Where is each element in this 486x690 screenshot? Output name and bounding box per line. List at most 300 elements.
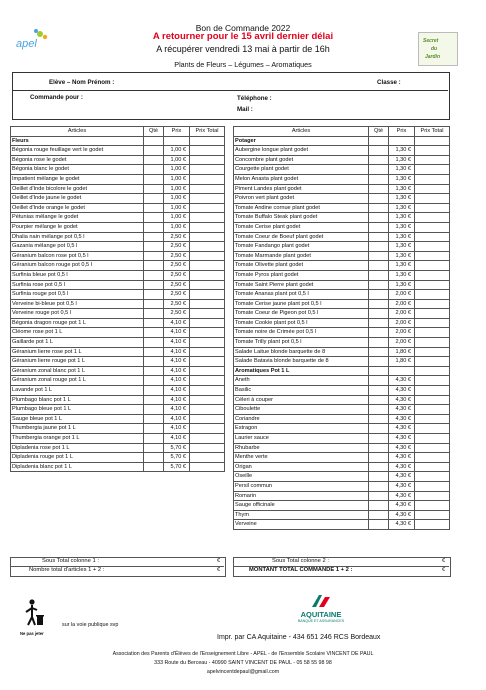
- table-row: [11, 414, 225, 424]
- item-name: Géranium lierre rouge pot 1 L: [11, 357, 144, 367]
- item-name: Géranium zonal blanc pot 1 L: [11, 366, 144, 376]
- item-price: 4,30 €: [389, 481, 415, 491]
- item-name: Géranium balcon rose pot 0,5 l: [11, 251, 144, 261]
- col-prix-total: Prix Total: [190, 127, 225, 137]
- item-name: Tomate Cookie plant pot 0,5 l: [234, 318, 369, 328]
- total-cell[interactable]: [190, 146, 225, 156]
- qty-cell[interactable]: [144, 405, 164, 415]
- subtotal-2-value[interactable]: €: [442, 558, 446, 564]
- qty-cell[interactable]: [369, 395, 389, 405]
- qty-cell[interactable]: [369, 357, 389, 367]
- table-row: [11, 328, 225, 338]
- total-cell[interactable]: [190, 194, 225, 204]
- table-row: [11, 443, 225, 453]
- total-cell[interactable]: [415, 338, 450, 348]
- total-cell[interactable]: [190, 184, 225, 194]
- table-row: [234, 299, 450, 309]
- total-cell[interactable]: [415, 347, 450, 357]
- item-name: Concombre plant godet: [234, 155, 369, 165]
- item-price: 2,50 €: [164, 280, 190, 290]
- table-row: [234, 222, 450, 232]
- item-price: 1,30 €: [389, 165, 415, 175]
- qty-cell[interactable]: [144, 376, 164, 386]
- qty-cell[interactable]: [369, 222, 389, 232]
- qty-cell[interactable]: [144, 213, 164, 223]
- total-cell[interactable]: [190, 453, 225, 463]
- item-name: Tomate Coeur de Pigeon pot 0,5 l: [234, 309, 369, 319]
- qty-cell[interactable]: [369, 338, 389, 348]
- qty-cell[interactable]: [369, 366, 389, 376]
- total-cell[interactable]: [415, 501, 450, 511]
- total-cell[interactable]: [415, 174, 450, 184]
- table-row: [11, 270, 225, 280]
- total-cell[interactable]: [415, 481, 450, 491]
- public-way-text: sur la voie publique svp: [62, 622, 119, 628]
- qty-cell[interactable]: [369, 165, 389, 175]
- table-row: [11, 309, 225, 319]
- item-name: Géranium balcon rouge pot 0,5 l: [11, 261, 144, 271]
- total-cell[interactable]: [415, 213, 450, 223]
- total-cell[interactable]: [190, 395, 225, 405]
- item-price: 2,50 €: [164, 232, 190, 242]
- flowers-order-table: [10, 126, 225, 472]
- total-cell[interactable]: [190, 232, 225, 242]
- vegetables-herbs-order-table: [233, 126, 450, 530]
- item-price: 1,30 €: [389, 184, 415, 194]
- item-name: Géranium lierre rose pot 1 L: [11, 347, 144, 357]
- qty-cell[interactable]: [144, 424, 164, 434]
- total-cell[interactable]: [415, 443, 450, 453]
- table-row: [234, 280, 450, 290]
- item-name: Coriandre: [234, 414, 369, 424]
- item-price: 1,30 €: [389, 280, 415, 290]
- table-row: [11, 347, 225, 357]
- table-row: [234, 434, 450, 444]
- item-price: 1,30 €: [389, 270, 415, 280]
- item-price: 2,50 €: [164, 242, 190, 252]
- qty-cell[interactable]: [369, 481, 389, 491]
- qty-cell[interactable]: [369, 194, 389, 204]
- total-cell[interactable]: [415, 165, 450, 175]
- total-cell[interactable]: [415, 155, 450, 165]
- item-price: 2,00 €: [389, 328, 415, 338]
- item-name: Tomate Trilly plant pot 0,5 l: [234, 338, 369, 348]
- qty-cell[interactable]: [144, 443, 164, 453]
- qty-cell[interactable]: [144, 270, 164, 280]
- total-cell[interactable]: [190, 443, 225, 453]
- item-price: 1,30 €: [389, 222, 415, 232]
- item-name: Poivron vert plant godet: [234, 194, 369, 204]
- qty-cell[interactable]: [369, 270, 389, 280]
- item-name: Aubergine longue plant godet: [234, 146, 369, 156]
- qty-cell[interactable]: [144, 395, 164, 405]
- table-row: [11, 203, 225, 213]
- qty-cell[interactable]: [144, 155, 164, 165]
- item-name: Bégonia rose le godet: [11, 155, 144, 165]
- table-row: [11, 194, 225, 204]
- qty-cell[interactable]: [369, 213, 389, 223]
- qty-cell[interactable]: [369, 251, 389, 261]
- table-row: [11, 280, 225, 290]
- total-cell[interactable]: [415, 491, 450, 501]
- qty-cell[interactable]: [369, 261, 389, 271]
- total-cell[interactable]: [190, 462, 225, 472]
- qty-cell[interactable]: [369, 386, 389, 396]
- qty-cell[interactable]: [369, 501, 389, 511]
- table-row: [234, 386, 450, 396]
- item-price: 1,00 €: [164, 213, 190, 223]
- qty-cell[interactable]: [144, 357, 164, 367]
- total-cell[interactable]: [415, 136, 450, 146]
- qty-cell[interactable]: [144, 232, 164, 242]
- telephone-label: Téléphone :: [237, 95, 272, 102]
- article-count-value[interactable]: €: [217, 567, 221, 573]
- item-name: Dipladenia rose pot 1 L: [11, 443, 144, 453]
- qty-cell[interactable]: [144, 194, 164, 204]
- qty-cell[interactable]: [369, 290, 389, 300]
- total-cell[interactable]: [415, 270, 450, 280]
- total-cell[interactable]: [190, 290, 225, 300]
- table-row: [234, 395, 450, 405]
- item-name: Sauge bleue pot 1 L: [11, 414, 144, 424]
- item-price: 2,50 €: [164, 261, 190, 271]
- qty-cell[interactable]: [369, 174, 389, 184]
- item-name: Pétunias mélange le godet: [11, 213, 144, 223]
- qty-cell[interactable]: [144, 453, 164, 463]
- table-row: [11, 213, 225, 223]
- item-price: 4,30 €: [389, 376, 415, 386]
- item-name: Romarin: [234, 491, 369, 501]
- table-row: [11, 174, 225, 184]
- item-name: Tomate Saint Pierre plant godet: [234, 280, 369, 290]
- total-cell[interactable]: [415, 520, 450, 530]
- total-cell[interactable]: [190, 251, 225, 261]
- qty-cell[interactable]: [144, 203, 164, 213]
- table-row: [11, 424, 225, 434]
- total-cell[interactable]: [415, 357, 450, 367]
- total-cell[interactable]: [190, 280, 225, 290]
- email-line: apelvincentdepaul@gmail.com: [206, 669, 280, 675]
- qty-cell[interactable]: [369, 318, 389, 328]
- table-row: [234, 213, 450, 223]
- qty-cell[interactable]: [369, 242, 389, 252]
- item-price: 4,10 €: [164, 357, 190, 367]
- qty-cell[interactable]: [144, 146, 164, 156]
- grand-total-value[interactable]: €: [442, 567, 446, 573]
- total-cell[interactable]: [415, 299, 450, 309]
- qty-cell[interactable]: [144, 414, 164, 424]
- total-cell[interactable]: [415, 242, 450, 252]
- table-row: [11, 165, 225, 175]
- qty-cell[interactable]: [369, 405, 389, 415]
- qty-cell[interactable]: [369, 443, 389, 453]
- qty-cell[interactable]: [369, 414, 389, 424]
- total-cell[interactable]: [415, 462, 450, 472]
- qty-cell[interactable]: [369, 136, 389, 146]
- qty-cell[interactable]: [144, 318, 164, 328]
- total-cell[interactable]: [415, 251, 450, 261]
- item-name: Ciboulette: [234, 405, 369, 415]
- item-price: 1,00 €: [164, 155, 190, 165]
- table-row: [234, 357, 450, 367]
- total-cell[interactable]: [190, 155, 225, 165]
- table-row: [234, 462, 450, 472]
- total-cell[interactable]: [190, 328, 225, 338]
- total-cell[interactable]: [190, 242, 225, 252]
- qty-cell[interactable]: [144, 136, 164, 146]
- qty-cell[interactable]: [369, 453, 389, 463]
- total-cell[interactable]: [190, 203, 225, 213]
- total-cell[interactable]: [415, 280, 450, 290]
- total-cell[interactable]: [415, 424, 450, 434]
- qty-cell[interactable]: [369, 376, 389, 386]
- total-cell[interactable]: [415, 232, 450, 242]
- table-row: [11, 222, 225, 232]
- item-price: 4,30 €: [389, 453, 415, 463]
- total-cell[interactable]: [190, 270, 225, 280]
- item-price: 4,30 €: [389, 405, 415, 415]
- qty-cell[interactable]: [144, 309, 164, 319]
- item-price: 4,10 €: [164, 424, 190, 434]
- total-cell[interactable]: [415, 386, 450, 396]
- total-cell[interactable]: [415, 184, 450, 194]
- item-name: Surfinia rouge pot 0,5 l: [11, 290, 144, 300]
- qty-cell[interactable]: [144, 462, 164, 472]
- item-price: 4,10 €: [164, 366, 190, 376]
- total-cell[interactable]: [415, 309, 450, 319]
- total-cell[interactable]: [415, 290, 450, 300]
- qty-cell[interactable]: [369, 491, 389, 501]
- qty-cell[interactable]: [144, 261, 164, 271]
- qty-cell[interactable]: [369, 232, 389, 242]
- item-price: 5,70 €: [164, 453, 190, 463]
- qty-cell[interactable]: [369, 328, 389, 338]
- table-row: [11, 453, 225, 463]
- qty-cell[interactable]: [144, 222, 164, 232]
- item-name: Surfinia rose pot 0,5 l: [11, 280, 144, 290]
- total-cell[interactable]: [190, 136, 225, 146]
- item-price: 1,00 €: [164, 203, 190, 213]
- item-price: 1,00 €: [164, 194, 190, 204]
- item-price: 4,10 €: [164, 328, 190, 338]
- total-cell[interactable]: [415, 328, 450, 338]
- total-cell[interactable]: [190, 165, 225, 175]
- table-row: [11, 395, 225, 405]
- total-cell[interactable]: [415, 222, 450, 232]
- total-cell[interactable]: [415, 405, 450, 415]
- item-price: 4,30 €: [389, 424, 415, 434]
- qty-cell[interactable]: [369, 520, 389, 530]
- qty-cell[interactable]: [144, 338, 164, 348]
- total-cell[interactable]: [190, 434, 225, 444]
- item-name: Tomate Fandango plant godet: [234, 242, 369, 252]
- total-cell[interactable]: [190, 386, 225, 396]
- item-name: Gaillarde pot 1 L: [11, 338, 144, 348]
- printed-by: Impr. par CA Aquitaine - 434 651 246 RCS Bordeaux: [217, 634, 381, 641]
- qty-cell[interactable]: [369, 299, 389, 309]
- total-cell[interactable]: [415, 472, 450, 482]
- qty-cell[interactable]: [144, 165, 164, 175]
- item-name: Salade Laitue blonde barquette de 8: [234, 347, 369, 357]
- table-row: [11, 242, 225, 252]
- deadline-notice: A retourner pour le 15 avril dernier délai: [152, 31, 334, 42]
- total-cell[interactable]: [415, 395, 450, 405]
- qty-cell[interactable]: [369, 309, 389, 319]
- qty-cell[interactable]: [144, 299, 164, 309]
- item-price: 2,00 €: [389, 338, 415, 348]
- qty-cell[interactable]: [144, 386, 164, 396]
- qty-cell[interactable]: [144, 347, 164, 357]
- eleve-label: Elève – Nom Prénom :: [49, 79, 115, 86]
- item-name: Sauge officinale: [234, 501, 369, 511]
- item-name: Bégonia rouge feuillage vert le godet: [11, 146, 144, 156]
- total-cell[interactable]: [190, 424, 225, 434]
- item-price: 1,80 €: [389, 357, 415, 367]
- item-name: Tomate Andine cornue plant godet: [234, 203, 369, 213]
- item-price: 2,50 €: [164, 251, 190, 261]
- qty-cell[interactable]: [369, 347, 389, 357]
- item-name: Dipladenia blanc pot 1 L: [11, 462, 144, 472]
- category-potager: Potager: [234, 136, 369, 146]
- total-cell[interactable]: [190, 213, 225, 223]
- total-cell[interactable]: [415, 318, 450, 328]
- mail-label: Mail :: [237, 106, 253, 113]
- total-cell[interactable]: [190, 347, 225, 357]
- total-cell[interactable]: [415, 366, 450, 376]
- qty-cell[interactable]: [144, 290, 164, 300]
- classe-label: Classe :: [377, 79, 401, 86]
- item-price: 2,00 €: [389, 299, 415, 309]
- total-cell[interactable]: [415, 453, 450, 463]
- total-cell[interactable]: [190, 376, 225, 386]
- table-row: [11, 261, 225, 271]
- total-cell[interactable]: [190, 174, 225, 184]
- table-row: [11, 155, 225, 165]
- item-name: Verveine rouge pot 0,5 l: [11, 309, 144, 319]
- total-cell[interactable]: [190, 414, 225, 424]
- total-cell[interactable]: [190, 366, 225, 376]
- item-name: Salade Batavia blonde barquette de 8: [234, 357, 369, 367]
- col-prix: Prix: [389, 127, 415, 137]
- table-row: [11, 376, 225, 386]
- qty-cell[interactable]: [369, 434, 389, 444]
- total-cell[interactable]: [415, 414, 450, 424]
- commande-label: Commande pour :: [30, 94, 83, 101]
- qty-cell[interactable]: [369, 462, 389, 472]
- item-name: Tomate Cerise jaune plant pot 0,5 l: [234, 299, 369, 309]
- item-name: Plumbago blanc pot 1 L: [11, 395, 144, 405]
- qty-cell[interactable]: [369, 472, 389, 482]
- total-cell[interactable]: [190, 318, 225, 328]
- qty-cell[interactable]: [144, 184, 164, 194]
- table-row: [234, 270, 450, 280]
- total-cell[interactable]: [190, 299, 225, 309]
- item-price: 4,30 €: [389, 434, 415, 444]
- total-cell[interactable]: [190, 357, 225, 367]
- pickup-notice: A récupérer vendredi 13 mai à partir de 16h: [156, 44, 330, 54]
- item-name: Céleri à couper: [234, 395, 369, 405]
- total-cell[interactable]: [190, 338, 225, 348]
- qty-cell[interactable]: [144, 328, 164, 338]
- col-prix-total: Prix Total: [415, 127, 450, 137]
- item-price: 4,30 €: [389, 501, 415, 511]
- total-cell[interactable]: [415, 194, 450, 204]
- item-price: 2,50 €: [164, 309, 190, 319]
- item-name: Rhubarbe: [234, 443, 369, 453]
- qty-cell[interactable]: [369, 203, 389, 213]
- qty-cell[interactable]: [144, 280, 164, 290]
- qty-cell[interactable]: [369, 155, 389, 165]
- item-name: Dipladenia rouge pot 1 L: [11, 453, 144, 463]
- table-row: [234, 414, 450, 424]
- total-cell[interactable]: [415, 146, 450, 156]
- qty-cell[interactable]: [369, 184, 389, 194]
- table-row: [234, 184, 450, 194]
- item-price: 1,30 €: [389, 242, 415, 252]
- article-count-label: Nombre total d'articles 1 + 2 :: [29, 567, 105, 573]
- total-cell[interactable]: [415, 376, 450, 386]
- svg-text:apel: apel: [16, 38, 37, 50]
- item-price: 4,30 €: [389, 414, 415, 424]
- item-price: 4,10 €: [164, 376, 190, 386]
- qty-cell[interactable]: [144, 434, 164, 444]
- item-price: 1,00 €: [164, 222, 190, 232]
- qty-cell[interactable]: [369, 510, 389, 520]
- item-name: Tomate Pyros plant godet: [234, 270, 369, 280]
- qty-cell[interactable]: [144, 242, 164, 252]
- table-row: [11, 146, 225, 156]
- item-name: Pourpier mélange le godet: [11, 222, 144, 232]
- item-price: 1,00 €: [164, 165, 190, 175]
- total-cell[interactable]: [190, 261, 225, 271]
- qty-cell[interactable]: [369, 146, 389, 156]
- item-price: 4,10 €: [164, 434, 190, 444]
- item-name: Cléome rose pot 1 L: [11, 328, 144, 338]
- qty-cell[interactable]: [369, 424, 389, 434]
- item-price: 1,30 €: [389, 261, 415, 271]
- item-price: 1,30 €: [389, 203, 415, 213]
- subtotal-1-value[interactable]: €: [217, 558, 221, 564]
- table-row: [234, 261, 450, 271]
- item-price: 2,50 €: [164, 270, 190, 280]
- item-name: Tomate Marmande plant godet: [234, 251, 369, 261]
- table-row: [234, 453, 450, 463]
- total-cell[interactable]: [190, 309, 225, 319]
- table-row: [11, 434, 225, 444]
- item-price: 1,30 €: [389, 146, 415, 156]
- item-price: 4,10 €: [164, 405, 190, 415]
- qty-cell[interactable]: [144, 366, 164, 376]
- qty-cell[interactable]: [369, 280, 389, 290]
- item-price: 4,10 €: [164, 414, 190, 424]
- total-cell[interactable]: [190, 405, 225, 415]
- qty-cell[interactable]: [144, 251, 164, 261]
- item-name: Piment Landes plant godet: [234, 184, 369, 194]
- total-cell[interactable]: [415, 261, 450, 271]
- total-cell[interactable]: [415, 434, 450, 444]
- item-price: 4,10 €: [164, 318, 190, 328]
- table-row: [234, 376, 450, 386]
- total-cell[interactable]: [415, 510, 450, 520]
- total-cell[interactable]: [190, 222, 225, 232]
- table-row: [234, 232, 450, 242]
- item-name: Thym: [234, 510, 369, 520]
- qty-cell[interactable]: [144, 174, 164, 184]
- total-cell[interactable]: [415, 203, 450, 213]
- table-row: [234, 472, 450, 482]
- item-price: 4,30 €: [389, 386, 415, 396]
- item-name: Surfinia bleue pot 0,5 l: [11, 270, 144, 280]
